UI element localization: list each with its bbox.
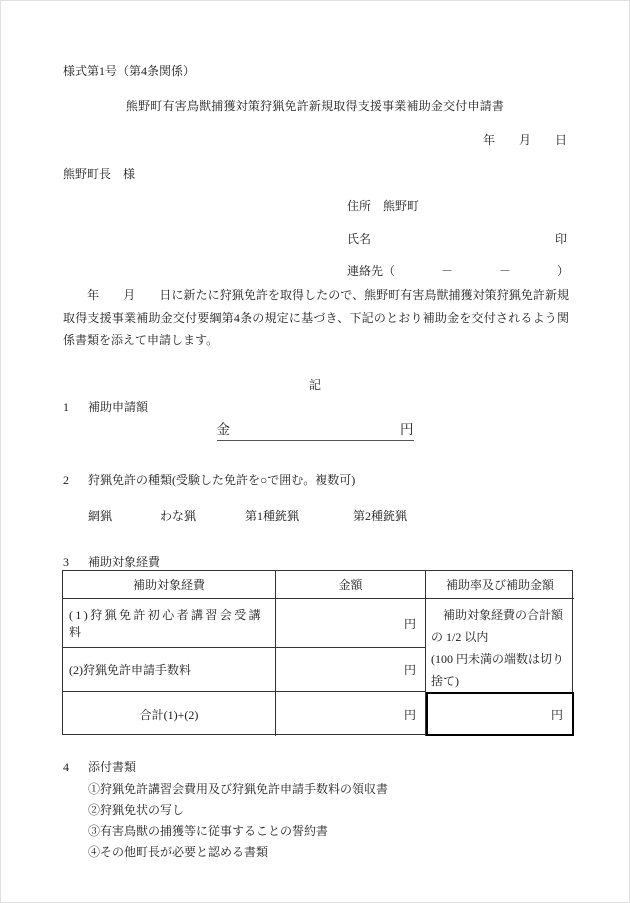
- record-mark: 記: [308, 378, 321, 392]
- applicant-address-line: 住所 熊野町: [347, 199, 420, 213]
- amount-underline-field: [217, 418, 414, 441]
- license-type-gun2: 第2種銃猟: [353, 509, 408, 523]
- table-header-expense: 補助対象経費: [63, 571, 276, 599]
- section-3-heading: [63, 555, 160, 569]
- amount-prefix: 金: [216, 422, 230, 437]
- attachment-item-1: ①狩猟免許講習会費用及び狩猟免許申請手数料の領収書: [88, 782, 389, 796]
- section-1-label: 補助申請額: [88, 400, 149, 414]
- subsidy-note-line: 補助対象経費の合計額の 1/2 以内: [431, 608, 564, 644]
- attachment-item-2: ②狩猟免状の写し: [88, 803, 185, 817]
- section-3-label: 補助対象経費: [88, 555, 161, 569]
- name-label: 氏名: [347, 232, 372, 246]
- attachment-item-3: ③有害鳥獣の捕獲等に従事することの誓約書: [88, 824, 329, 838]
- applicant-name-line: [347, 232, 567, 246]
- license-type-gun1: 第1種銃猟: [245, 509, 300, 523]
- subsidy-expense-table: [62, 570, 573, 735]
- section-2-number: 2: [63, 473, 69, 487]
- subsidy-note-line: (100 円未満の端数は切り捨て): [431, 652, 564, 688]
- amount-suffix: 円: [400, 422, 414, 437]
- attachment-item-4: ④その他町長が必要と認める書類: [88, 845, 269, 859]
- addressee: 熊野町長 様: [63, 167, 136, 181]
- table-header-subsidy: 補助率及び補助金額: [426, 571, 574, 599]
- table-header-amount: 金額: [276, 571, 426, 599]
- table-row-2-amount-unit: 円: [276, 648, 426, 692]
- section-4-heading: [63, 760, 136, 774]
- body-paragraph: 年 月 日に新たに狩猟免許を取得したので、熊野町有害鳥獣捕獲対策狩猟免許新規取得支援事業補助金交付要綱第4条の規定に基づき、下記のとおり補助金を交付されるよう関係書類を添えて申請します。: [63, 288, 569, 347]
- table-row-2-item: (2)狩猟免許申請手数料: [63, 648, 276, 692]
- section-1-number: 1: [63, 400, 69, 414]
- form-number: 様式第1号（第4条関係）: [63, 64, 196, 78]
- section-4-number: 4: [63, 760, 69, 774]
- applicant-contact-line: [347, 264, 569, 278]
- contact-label: 連絡先（: [347, 264, 396, 278]
- date-line: 年 月 日: [482, 133, 567, 147]
- table-total-amount-unit: 円: [276, 692, 426, 736]
- section-4-label: 添付書類: [88, 760, 137, 774]
- license-type-wana: わな猟: [160, 509, 197, 523]
- contact-hyphen: －: [498, 264, 511, 278]
- seal-mark: 印: [554, 232, 567, 246]
- table-subsidy-note-cell: [426, 599, 574, 692]
- section-2-heading: [63, 473, 355, 487]
- table-row-1-item: (1)狩猟免許初心者講習会受講料: [63, 599, 276, 648]
- contact-hyphen: －: [440, 264, 453, 278]
- table-total-subsidy-cell: 円: [426, 692, 574, 736]
- section-3-number: 3: [63, 555, 69, 569]
- license-type-ami: 網猟: [88, 509, 113, 523]
- license-type-row: [0, 507, 630, 523]
- table-total-label: 合計(1)+(2): [63, 692, 276, 736]
- table-row-1-amount-unit: 円: [276, 599, 426, 648]
- section-1-heading: [63, 400, 148, 414]
- contact-close-paren: ）: [556, 264, 569, 278]
- section-2-label: 狩猟免許の種類(受験した免許を○で囲む。複数可): [88, 473, 356, 487]
- document-title: 熊野町有害鳥獣捕獲対策狩猟免許新規取得支援事業補助金交付申請書: [125, 99, 505, 113]
- amount-line: [63, 418, 567, 441]
